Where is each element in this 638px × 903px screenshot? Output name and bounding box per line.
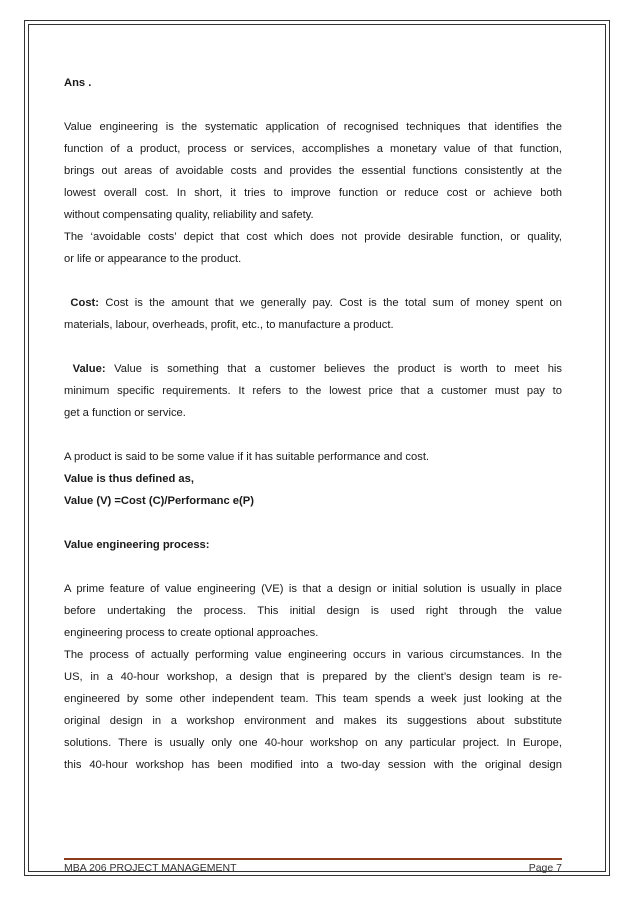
value-label: Value:	[72, 363, 106, 375]
value-defined-label: Value is thus defined as,	[64, 473, 194, 485]
answer-heading: Ans .	[64, 77, 92, 89]
paragraph-cost: Cost: Cost is the amount that we generally pay. Cost is the total sum of money spent on materials, labour, overheads, profit, etc., to manufacture a product.	[64, 297, 563, 331]
paragraph-value-definition: A product is said to be some value if it has suitable performance and cost.	[64, 451, 430, 463]
paragraph-process: The process of actually performing value engineering occurs in various circumstances. In the US, in a 40-hour workshop, a design that is prepared by the client’s design team is re- engineered by some other independent team. This team spends a week just looking at the original design in a workshop environment and makes its suggestions about substitute solutions. There is usually only one 40-hour workshop on any particular project. In Europe, this 40-hour workshop has been modified into a two-day session with the original design	[64, 649, 562, 771]
paragraph-prime-feature: A prime feature of value engineering (VE) is that a design or initial solution is usually in place before undertaking the process. This initial design is used right through the value engineering process to create optional approaches.	[64, 583, 562, 639]
footer-course-title: MBA 206 PROJECT MANAGEMENT	[64, 862, 237, 874]
process-heading: Value engineering process:	[64, 539, 210, 551]
paragraph-avoidable-costs: The ‘avoidable costs’ depict that cost which does not provide desirable function, or quality, or life or appearance to the product.	[64, 231, 562, 265]
footer-rule	[64, 858, 562, 860]
cost-label: Cost:	[70, 297, 99, 309]
footer-page-number: Page 7	[528, 862, 562, 874]
paragraph-definition: Value engineering is the systematic application of recognised techniques that identifies the function of a product, process or services, accomplishes a monetary value of that function, brings out areas of avoidable costs and provides the essential functions consistently at the lowest overall cost. In short, it tries to improve function or reduce cost or achieve both without compensating quality, reliability and safety.	[64, 121, 562, 221]
paragraph-value: Value: Value is something that a customer believes the product is worth to meet his minimum specific requirements. It refers to the lowest price that a customer must pay to get a function or service.	[64, 363, 562, 419]
value-formula: Value (V) =Cost (C)/Performanc e(P)	[64, 495, 254, 507]
document-body	[64, 72, 562, 776]
page-footer	[64, 862, 562, 874]
